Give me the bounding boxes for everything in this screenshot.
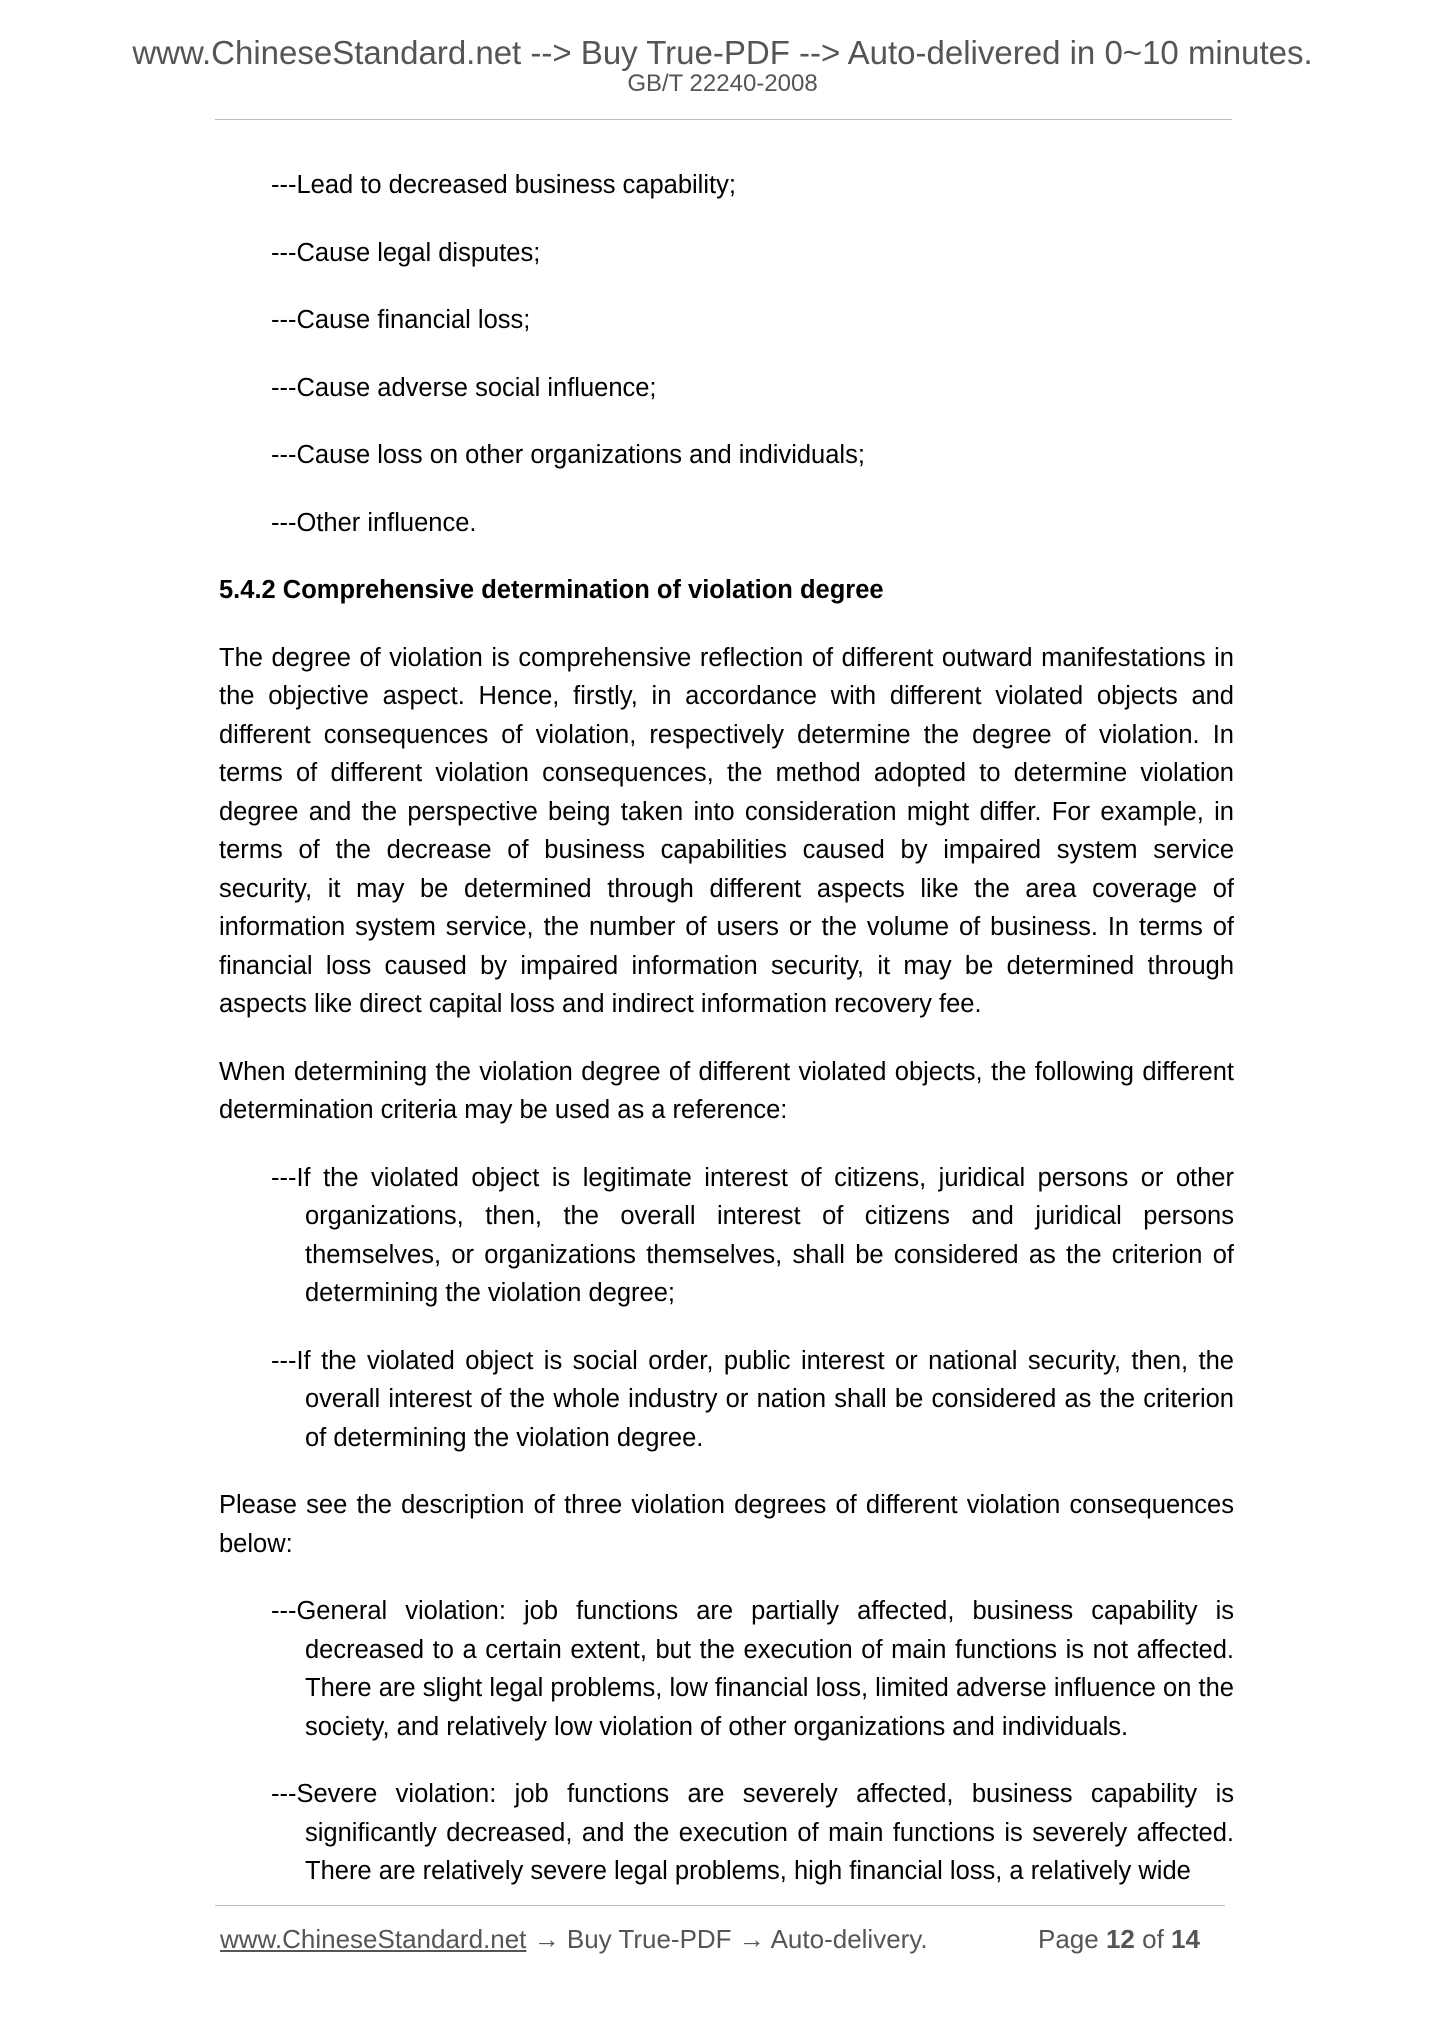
page-label: Page: [1038, 1924, 1099, 1954]
list-item: ---Severe violation: job functions are severely affected, business capability is significantly decreased, and the execution of main functions is severely affected. There are relatively severe legal problems, high financial loss, a relatively wide: [271, 1780, 1234, 1885]
list-item: ---Other influence.: [271, 508, 477, 537]
page-number: 12: [1105, 1924, 1135, 1954]
header-banner: www.ChineseStandard.net --> Buy True-PDF --> Auto-delivered in 0~10 minutes.: [132, 34, 1313, 71]
paragraph: The degree of violation is comprehensive reflection of different outward manifestations in the objective aspect. Hence, firstly, in accordance with different violated objects and different consequences of violation, respectively determine the degree of violation. In terms of different violation consequences, the method adopted to determine violation degree and the perspective being taken into consideration might differ. For example, in terms of the decrease of business capabilities caused by impaired system service security, it may be determined through different aspects like the area coverage of information system service, the number of users or the volume of business. In terms of financial loss caused by impaired information security, it may be determined through aspects like direct capital loss and indirect information recovery fee.: [219, 643, 1234, 1018]
list-item: ---Cause loss on other organizations and individuals;: [271, 441, 865, 469]
page-indicator: [1038, 1920, 1200, 1958]
paragraph: When determining the violation degree of different violated objects, the following different determination criteria may be used as a reference:: [219, 1057, 1234, 1124]
paragraph: Please see the description of three violation degrees of different violation consequences below:: [219, 1491, 1234, 1558]
footer-link-line: [220, 1920, 928, 1958]
list-item: ---General violation: job functions are partially affected, business capability is decreased to a certain extent, but the execution of main functions is not affected. There are slight legal problems, low financial loss, limited adverse influence on the society, and relatively low violation of other organizations and individuals.: [271, 1597, 1234, 1741]
footer-divider: [215, 1905, 1225, 1906]
total-pages: 14: [1171, 1924, 1200, 1954]
footer-text-delivery: → Auto-delivery.: [738, 1924, 928, 1954]
page-content: [219, 166, 1234, 1920]
of-label: of: [1142, 1924, 1164, 1954]
list-item: ---Cause financial loss;: [271, 306, 531, 334]
footer-text-buy: → Buy True-PDF: [526, 1924, 739, 1954]
site-link[interactable]: www.ChineseStandard.net: [220, 1924, 527, 1954]
list-item: ---Lead to decreased business capability;: [271, 171, 736, 199]
document-id: GB/T 22240-2008: [627, 70, 818, 97]
section-heading: 5.4.2 Comprehensive determination of violation degree: [219, 576, 884, 604]
list-item: ---If the violated object is social order, public interest or national security, then, the overall interest of the whole industry or nation shall be considered as the criterion of determining the violation degree.: [271, 1346, 1234, 1452]
list-item: ---If the violated object is legitimate interest of citizens, juridical persons or other organizations, then, the overall interest of citizens and juridical persons themselves, or organizations themselves, shall be considered as the criterion of determining the violation degree;: [271, 1163, 1234, 1307]
list-item: ---Cause legal disputes;: [271, 238, 541, 267]
list-item: ---Cause adverse social influence;: [271, 373, 657, 402]
header-divider: [215, 119, 1232, 120]
